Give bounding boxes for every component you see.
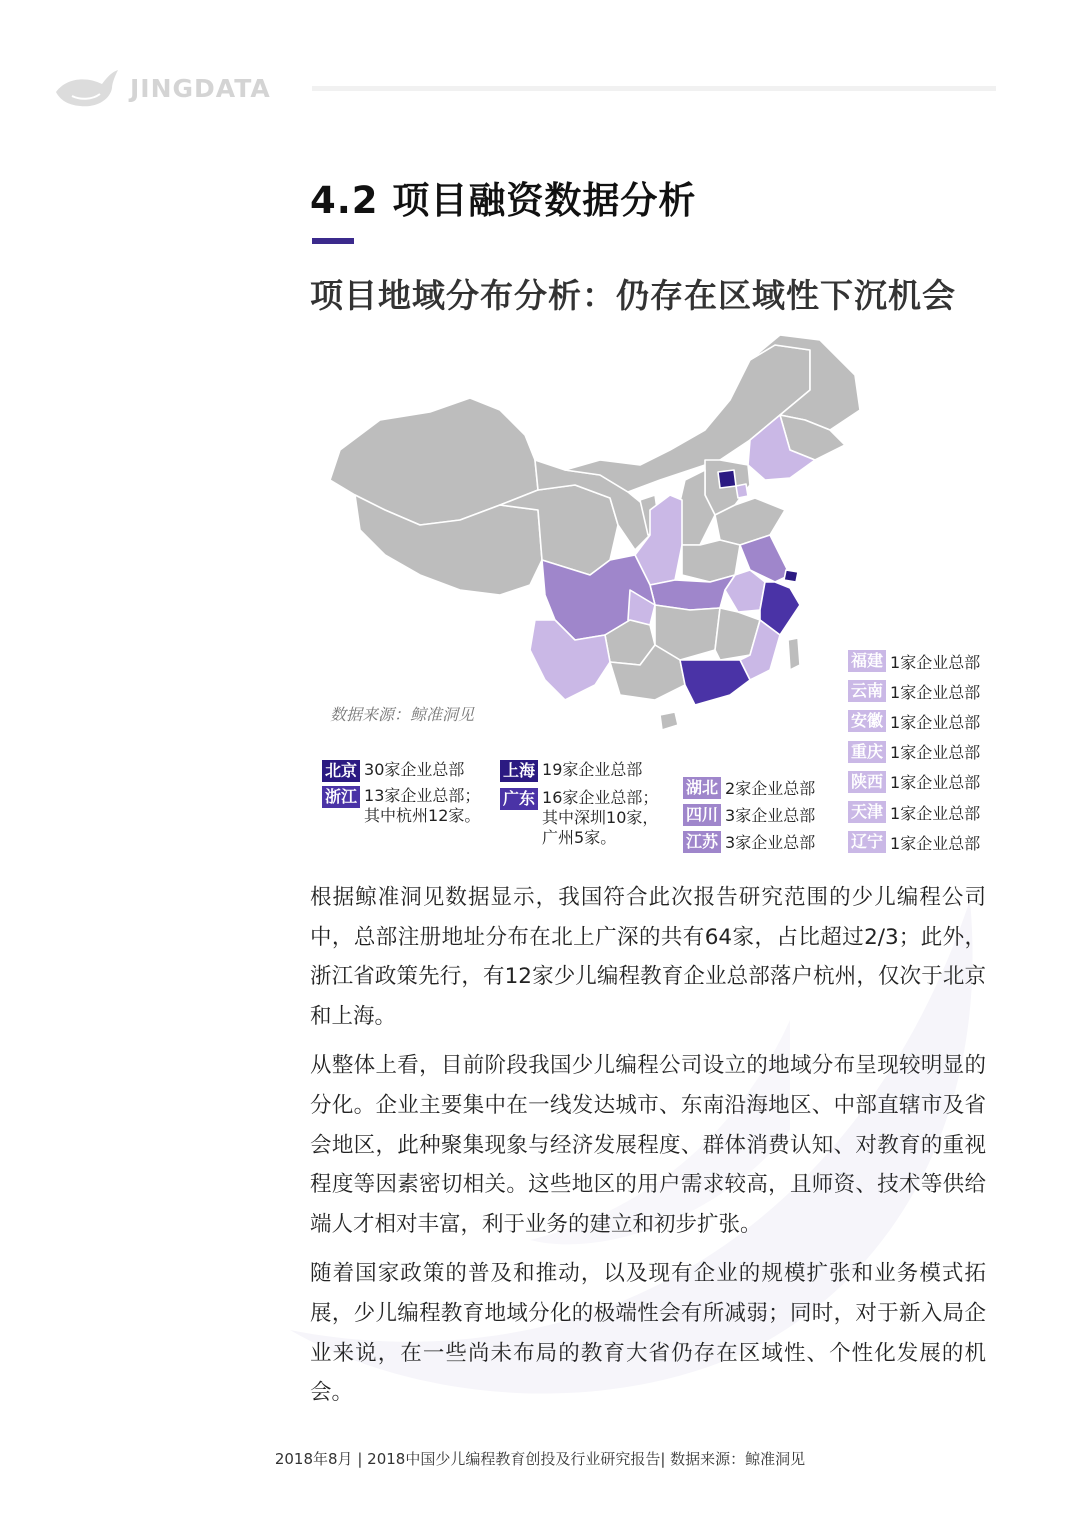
- legend-text: 1家企业总部: [890, 803, 981, 823]
- region-taiwan: [788, 638, 800, 670]
- china-distribution-map: [310, 320, 870, 740]
- legend-tag: 陕西: [848, 771, 886, 793]
- legend-text: 16家企业总部； 其中深圳10家， 广州5家。: [542, 788, 659, 847]
- legend-text: 1家企业总部: [890, 773, 981, 793]
- brand-header: [52, 66, 271, 110]
- legend-tag: 重庆: [848, 741, 886, 763]
- legend-item: [848, 767, 980, 797]
- legend-text: 2家企业总部: [725, 779, 816, 798]
- legend-middle: [683, 774, 815, 855]
- legend-text: 1家企业总部: [890, 652, 981, 672]
- legend-item: [322, 760, 464, 782]
- section-title: 4.2 项目融资数据分析: [310, 179, 697, 222]
- legend-item: [848, 737, 980, 767]
- legend-tag: 云南: [848, 680, 886, 702]
- legend-text: 13家企业总部； 其中杭州12家。: [364, 786, 481, 825]
- legend-tag: 福建: [848, 650, 886, 672]
- legend-text: 3家企业总部: [725, 833, 816, 852]
- legend-item: [848, 646, 980, 676]
- legend-item: [848, 676, 980, 706]
- map-source-note: 数据来源：鲸准洞见: [330, 705, 475, 724]
- legend-item: [500, 760, 642, 782]
- paragraph: 根据鲸准洞见数据显示，我国符合此次报告研究范围的少儿编程公司中，总部注册地址分布在北上广深的共有64家，占比超过2/3；此外，浙江省政策先行，有12家少儿编程教育企业总部落户杭州，仅次于北京和上海。: [310, 885, 986, 1029]
- region-beijing: [718, 470, 736, 488]
- legend-item: [683, 801, 815, 828]
- brand-name: JINGDATA: [130, 73, 271, 103]
- legend-text: 1家企业总部: [890, 712, 981, 732]
- legend-item: [848, 706, 980, 736]
- region-guangdong: [680, 660, 750, 705]
- legend-item: [683, 774, 815, 801]
- legend-tag: 四川: [683, 804, 721, 826]
- paragraph: 从整体上看，目前阶段我国少儿编程公司设立的地域分布呈现较明显的分化。企业主要集中在一线发达城市、东南沿海地区、中部直辖市及省会地区，此种聚集现象与经济发展程度、群体消费认知、对教育的重视程度等因素密切相关。这些地区的用户需求较高，且师资、技术等供给端人才相对丰富，利于业务的建立和初步扩张。: [310, 1053, 986, 1237]
- legend-tag: 上海: [500, 760, 538, 782]
- region-tianjin: [736, 484, 748, 498]
- paragraph: 随着国家政策的普及和推动，以及现有企业的规模扩张和业务模式拓展，少儿编程教育地域分化的极端性会有所减弱；同时，对于新入局企业来说，在一些尚未布局的教育大省仍存在区域性、个性化发展的机会。: [310, 1261, 986, 1406]
- legend-tag: 北京: [322, 760, 360, 782]
- legend-text: 3家企业总部: [725, 806, 816, 825]
- sub-title: 项目地域分布分析：仍存在区域性下沉机会: [310, 276, 956, 315]
- legend-text: 30家企业总部: [364, 760, 465, 779]
- legend-text: 1家企业总部: [890, 833, 981, 853]
- legend-tag: 江苏: [683, 831, 721, 853]
- legend-item: [848, 827, 980, 857]
- legend-tag: 安徽: [848, 710, 886, 732]
- legend-tag: 天津: [848, 801, 886, 823]
- legend-item: [683, 828, 815, 855]
- legend-tag: 浙江: [322, 786, 360, 808]
- legend-item: [848, 797, 980, 827]
- legend-item: [500, 788, 658, 848]
- legend-text: 1家企业总部: [890, 682, 981, 702]
- legend-right: [848, 646, 980, 857]
- legend-tag: 辽宁: [848, 831, 886, 853]
- legend-item: [322, 786, 480, 826]
- whale-logo-icon: [52, 66, 122, 110]
- title-accent-bar: [312, 238, 354, 244]
- region-hainan: [660, 712, 678, 730]
- legend-tag: 湖北: [683, 777, 721, 799]
- legend-tag: 广东: [500, 788, 538, 810]
- body-text: [310, 878, 986, 1423]
- header-divider: [312, 86, 996, 91]
- legend-text: 1家企业总部: [890, 743, 981, 763]
- region-shanghai: [784, 570, 798, 582]
- page-footer: 2018年8月 | 2018中国少儿编程教育创投及行业研究报告| 数据来源：鲸准洞见: [274, 1450, 806, 1468]
- legend-text: 19家企业总部: [542, 760, 643, 779]
